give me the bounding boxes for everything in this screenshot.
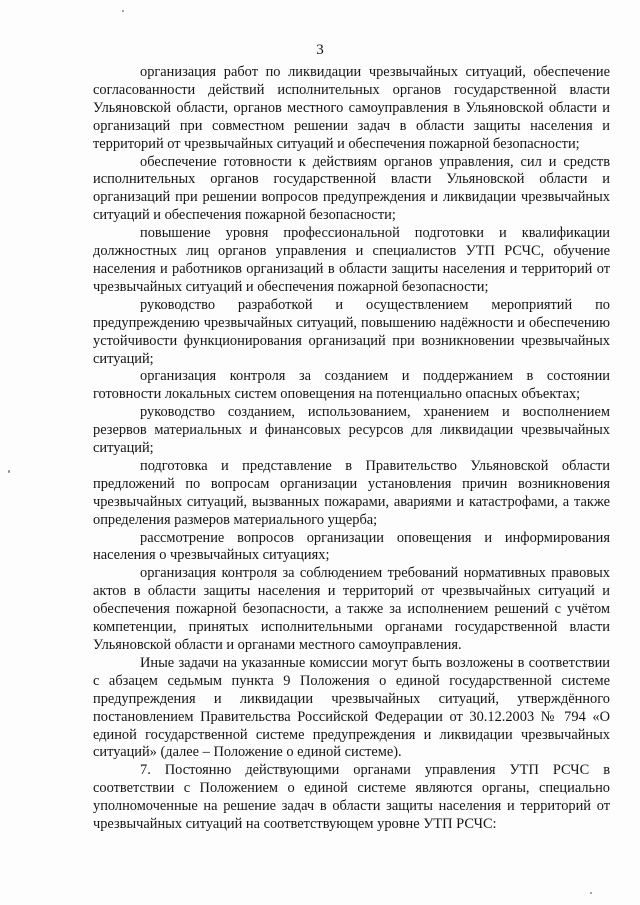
- page-number: 3: [316, 42, 324, 58]
- paragraph-proposals: подготовка и представление в Правительство Ульяновской области предложений по вопросам организации установления причин возникновения чрезвычайных ситуаций, вызванных пожарами, авариями и катастрофами, а также определения размеров материального ущерба;: [93, 457, 610, 528]
- scan-speck: [590, 892, 592, 894]
- paragraph-notification: рассмотрение вопросов организации оповещения и информирования населения о чрезвычайных ситуациях;: [93, 529, 610, 564]
- paragraph-item-7: 7. Постоянно действующими органами управления УТП РСЧС в соответствии с Положением о единой системе являются органы, специально уполномоченные на решение задач в области защиты населения и территорий от чрезвычайных ситуаций на соответствующем уровне УТП РСЧС:: [93, 762, 610, 833]
- paragraph-emergency-liquidation: организация работ по ликвидации чрезвычайных ситуаций, обеспечение согласованности действий исполнительных органов государственной власти Ульяновской области, органов местного самоуправления в Ульяновской области и организаций при совместном решении задач в области защиты населения и территорий от чрезвычайных ситуаций и обеспечения пожарной безопасности;: [93, 64, 610, 152]
- document-body: [93, 64, 610, 834]
- paragraph-reserves: руководство созданием, использованием, хранением и восполнением резервов материальных и финансовых ресурсов для ликвидации чрезвычайных ситуаций;: [93, 404, 610, 457]
- paragraph-prevention-measures: руководство разработкой и осуществлением мероприятий по предупреждению чрезвычайных ситуаций, повышению надёжности и обеспечению устойчивости функционирования организаций при возникновении чрезвычайных ситуаций;: [93, 296, 610, 367]
- scan-speck: [122, 10, 124, 12]
- paragraph-training: повышение уровня профессиональной подготовки и квалификации должностных лиц органов управления и специалистов УТП РСЧС, обучение населения и работников организаций в области защиты населения и территорий от чрезвычайных ситуаций и обеспечения пожарной безопасности;: [93, 225, 610, 295]
- paragraph-other-tasks: Иные задачи на указанные комиссии могут быть возложены в соответствии с абзацем седьмым пункта 9 Положения о единой государственной системе предупреждения и ликвидации чрезвычайных ситуаций, утверждённого постановлением Правительства Российской Федерации от 30.12.2003 № 794 «О единой государственной системе предупреждения и ликвидации чрезвычайных ситуаций» (далее – Положение о единой системе).: [93, 654, 610, 761]
- paragraph-warning-systems: организация контроля за созданием и поддержанием в состоянии готовности локальных систем оповещения на потенциально опасных объектах;: [93, 368, 610, 403]
- paragraph-compliance-control: организация контроля за соблюдением требований нормативных правовых актов в области защиты населения и территорий от чрезвычайных ситуаций и обеспечения пожарной безопасности, а также за исполнением решений с учётом компетенции, принятых исполнительными органами государственной власти Ульяновской области и органами местного самоуправления.: [93, 565, 610, 653]
- paragraph-readiness: обеспечение готовности к действиям органов управления, сил и средств исполнительных органов государственной власти Ульяновской области и организаций при решении вопросов предупреждения и ликвидации чрезвычайных ситуаций и обеспечения пожарной безопасности;: [93, 153, 610, 224]
- scan-speck: [8, 470, 10, 473]
